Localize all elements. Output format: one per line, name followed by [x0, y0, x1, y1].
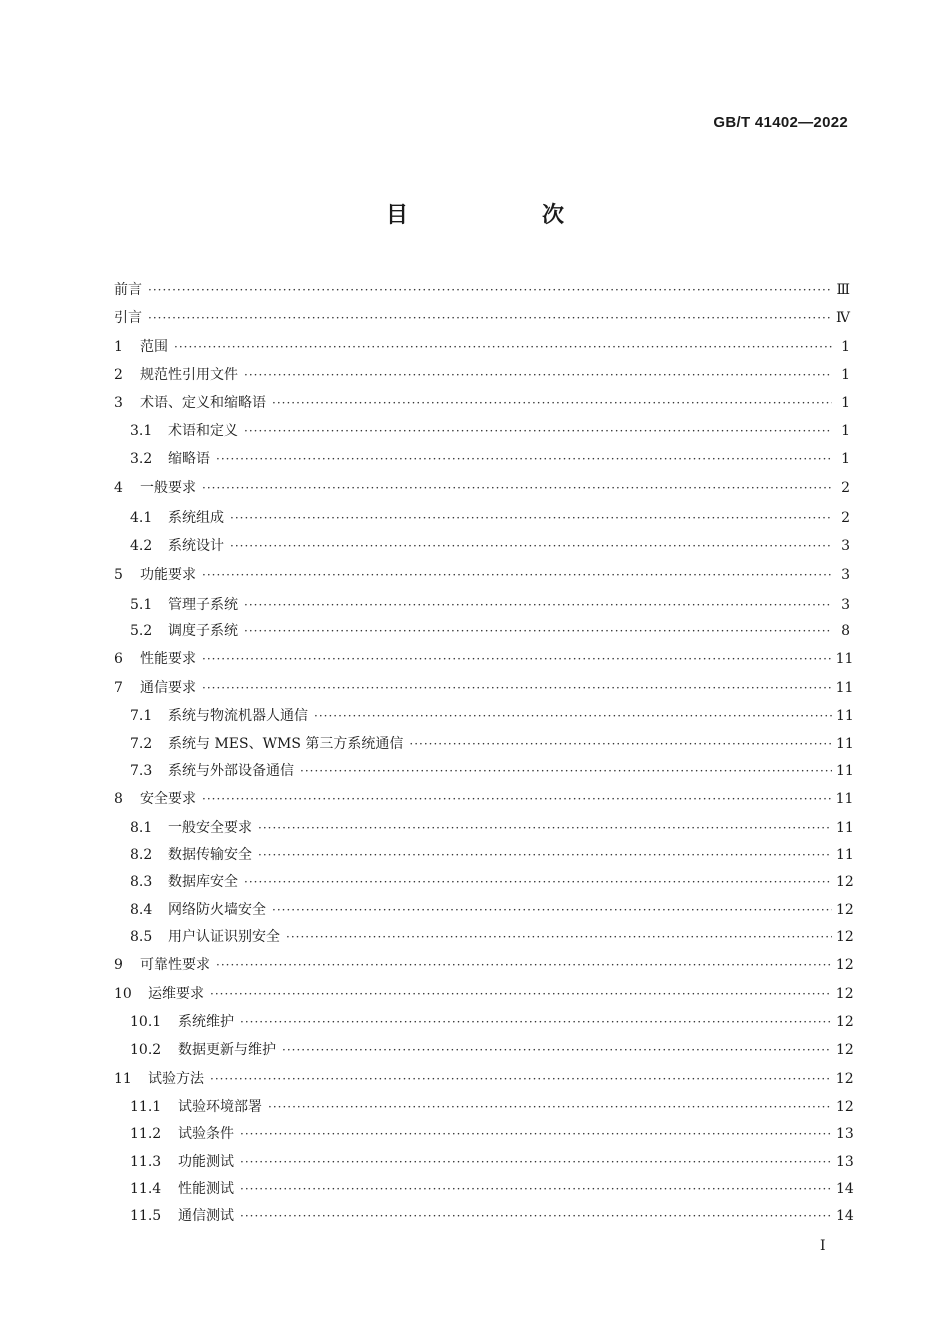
toc-entry-page: 3: [841, 538, 850, 554]
dot-leader: [240, 1125, 832, 1143]
toc-entry-number: 11.5: [130, 1208, 162, 1224]
toc-entry-number: 11.3: [130, 1154, 162, 1170]
dot-leader: [230, 509, 832, 527]
page-title: 目 次: [385, 203, 620, 228]
dot-leader: [202, 566, 832, 584]
toc-entry-number: 10.2: [130, 1042, 162, 1058]
toc-entry-label: 调度子系统: [168, 623, 238, 639]
dot-leader: [210, 985, 832, 1003]
dot-leader: [314, 707, 832, 725]
toc-entry-label: 系统与外部设备通信: [168, 763, 294, 779]
toc-entry-page: 1: [841, 395, 850, 411]
dot-leader: [244, 366, 832, 384]
toc-entry-page: 12: [836, 1099, 854, 1115]
toc-entry-number: 8.4: [130, 902, 153, 918]
dot-leader: [202, 650, 832, 668]
dot-leader: [409, 735, 832, 753]
dot-leader: [244, 622, 832, 640]
toc-entry-number: 7.3: [130, 763, 153, 779]
toc-entry-number: 8: [114, 791, 123, 807]
dot-leader: [210, 1070, 832, 1088]
toc-entry[interactable]: [114, 1041, 854, 1059]
dot-leader: [148, 281, 832, 299]
toc-entry-page: 2: [841, 510, 850, 526]
dot-leader: [202, 790, 832, 808]
toc-entry-page: Ⅲ: [836, 282, 850, 298]
toc-entry-number: 3.2: [130, 451, 153, 467]
dot-leader: [286, 928, 832, 946]
dot-leader: [240, 1013, 832, 1031]
toc-entry-page: 13: [836, 1126, 854, 1142]
toc-entry-page: 1: [841, 367, 850, 383]
toc-entry-label: 一般要求: [140, 480, 196, 496]
toc-entry[interactable]: [114, 1013, 854, 1031]
toc-entry-number: 4.1: [130, 510, 153, 526]
toc-entry[interactable]: [114, 985, 854, 1003]
toc-entry-page: 1: [841, 423, 850, 439]
toc-entry-label: 规范性引用文件: [140, 367, 238, 383]
toc-entry-label: 通信测试: [178, 1208, 234, 1224]
toc-entry[interactable]: [114, 450, 850, 468]
toc-entry-label: 系统维护: [178, 1014, 234, 1030]
toc-entry-label: 系统组成: [168, 510, 224, 526]
toc-entry-number: 4: [114, 480, 123, 496]
toc-entry-label: 范围: [140, 339, 168, 355]
dot-leader: [272, 901, 832, 919]
toc-entry-label: 系统与 MES、WMS 第三方系统通信: [168, 736, 404, 752]
toc-entry-number: 9: [114, 957, 123, 973]
dot-leader: [244, 422, 832, 440]
toc-entry[interactable]: [114, 394, 850, 412]
toc-entry-page: 11: [836, 820, 854, 836]
toc-entry-number: 5.1: [130, 597, 153, 613]
toc-entry-page: 12: [836, 1014, 854, 1030]
toc-entry-label: 术语、定义和缩略语: [140, 395, 266, 411]
toc-entry-number: 4.2: [130, 538, 153, 554]
dot-leader: [240, 1153, 832, 1171]
toc-entry-number: 3: [114, 395, 123, 411]
toc-entry-label: 运维要求: [148, 986, 204, 1002]
toc-entry-page: 12: [836, 902, 854, 918]
toc-entry[interactable]: [114, 1070, 854, 1088]
toc-entry-page: 14: [836, 1181, 854, 1197]
toc-entry-page: 3: [841, 597, 850, 613]
toc-entry[interactable]: [114, 366, 850, 384]
toc-entry[interactable]: [114, 1207, 854, 1225]
toc-entry-number: 7.2: [130, 736, 153, 752]
toc-entry-number: 8.5: [130, 929, 153, 945]
toc-entry[interactable]: [114, 566, 850, 584]
toc-entry-page: 11: [836, 736, 854, 752]
toc-entry-page: 11: [835, 791, 854, 807]
toc-entry-label: 一般安全要求: [168, 820, 252, 836]
dot-leader: [268, 1098, 832, 1116]
toc-entry-page: 3: [841, 567, 850, 583]
toc-entry-label: 网络防火墙安全: [168, 902, 266, 918]
toc-entry[interactable]: [114, 509, 850, 527]
toc-entry[interactable]: [114, 338, 850, 356]
toc-entry-label: 通信要求: [140, 680, 196, 696]
toc-entry-label: 管理子系统: [168, 597, 238, 613]
toc-entry-number: 7.1: [130, 708, 153, 724]
toc-entry-number: 1: [114, 339, 123, 355]
toc-entry-number: 10.1: [130, 1014, 162, 1030]
dot-leader: [272, 394, 832, 412]
toc-entry[interactable]: [114, 790, 854, 808]
toc-entry[interactable]: [114, 422, 850, 440]
toc-entry[interactable]: [114, 846, 854, 864]
dot-leader: [230, 537, 832, 555]
toc-entry-page: 12: [835, 1071, 854, 1087]
toc-entry[interactable]: [114, 479, 850, 497]
toc-entry-number: 2: [114, 367, 123, 383]
dot-leader: [244, 873, 832, 891]
toc-entry-page: 1: [841, 451, 850, 467]
toc-entry-number: 5: [114, 567, 123, 583]
toc-entry[interactable]: [114, 873, 854, 891]
dot-leader: [282, 1041, 832, 1059]
toc-entry-page: 11: [835, 680, 854, 696]
toc-entry[interactable]: [114, 281, 850, 299]
dot-leader: [202, 679, 832, 697]
toc-entry-number: 11.4: [130, 1181, 162, 1197]
toc-entry[interactable]: [114, 707, 854, 725]
dot-leader: [216, 450, 832, 468]
toc-entry-label: 安全要求: [140, 791, 196, 807]
dot-leader: [202, 479, 832, 497]
dot-leader: [258, 819, 832, 837]
toc-entry-label: 性能要求: [140, 651, 196, 667]
toc-entry-label: 数据库安全: [168, 874, 238, 890]
toc-entry-label: 试验条件: [178, 1126, 234, 1142]
toc-entry-label: 功能要求: [140, 567, 196, 583]
dot-leader: [240, 1180, 832, 1198]
toc-entry-label: 试验方法: [148, 1071, 204, 1087]
toc-entry-page: 12: [835, 986, 854, 1002]
toc-entry-number: 6: [114, 651, 123, 667]
toc-entry-page: 11: [835, 651, 854, 667]
toc-entry-page: 12: [836, 1042, 854, 1058]
toc-entry-label: 系统设计: [168, 538, 224, 554]
toc-entry[interactable]: [114, 537, 850, 555]
toc-entry-page: 14: [836, 1208, 854, 1224]
toc-entry-page: Ⅳ: [836, 310, 850, 326]
toc-entry-number: 11: [114, 1071, 132, 1087]
toc-entry-page: 13: [836, 1154, 854, 1170]
toc-entry-page: 12: [836, 929, 854, 945]
dot-leader: [300, 762, 832, 780]
toc-entry-page: 11: [836, 847, 854, 863]
toc-entry-label: 术语和定义: [168, 423, 238, 439]
toc-entry-number: 7: [114, 680, 123, 696]
page-folio: Ⅰ: [820, 1238, 826, 1254]
toc-entry-label: 功能测试: [178, 1154, 234, 1170]
dot-leader: [174, 338, 832, 356]
toc-entry-label: 系统与物流机器人通信: [168, 708, 308, 724]
toc-entry-number: 3.1: [130, 423, 153, 439]
toc-entry-label: 数据传输安全: [168, 847, 252, 863]
toc-entry[interactable]: [114, 596, 850, 614]
toc-entry-label: 缩略语: [168, 451, 210, 467]
toc-entry-page: 12: [836, 874, 854, 890]
toc-entry-number: 10: [114, 986, 132, 1002]
toc-entry-label: 前言: [114, 282, 142, 298]
dot-leader: [216, 956, 832, 974]
toc-entry-label: 可靠性要求: [140, 957, 210, 973]
toc-entry-label: 性能测试: [178, 1181, 234, 1197]
toc-entry[interactable]: [114, 735, 854, 753]
toc-entry[interactable]: [114, 622, 850, 640]
dot-leader: [244, 596, 832, 614]
toc-entry-number: 8.2: [130, 847, 153, 863]
toc-entry[interactable]: [114, 901, 854, 919]
toc-entry-number: 5.2: [130, 623, 153, 639]
toc-entry[interactable]: [114, 1098, 854, 1116]
toc-entry-number: 11.2: [130, 1126, 162, 1142]
toc-entry-page: 1: [841, 339, 850, 355]
toc-entry-label: 数据更新与维护: [178, 1042, 276, 1058]
toc-entry[interactable]: [114, 650, 854, 668]
toc-entry-page: 11: [836, 763, 854, 779]
standard-number: GB/T 41402—2022: [713, 114, 848, 131]
toc-entry-label: 引言: [114, 310, 142, 326]
toc-entry[interactable]: [114, 762, 854, 780]
toc-entry-page: 11: [836, 708, 854, 724]
toc-entry[interactable]: [114, 679, 854, 697]
toc-entry-number: 8.3: [130, 874, 153, 890]
toc-entry-page: 8: [841, 623, 850, 639]
toc-entry-page: 12: [835, 957, 854, 973]
toc-entry-number: 11.1: [130, 1099, 162, 1115]
toc-entry-label: 试验环境部署: [178, 1099, 262, 1115]
toc-entry[interactable]: [114, 819, 854, 837]
toc-entry[interactable]: [114, 928, 854, 946]
dot-leader: [148, 309, 832, 327]
toc-entry-page: 2: [841, 480, 850, 496]
toc-entry-label: 用户认证识别安全: [168, 929, 280, 945]
toc-entry[interactable]: [114, 309, 850, 327]
toc-entry[interactable]: [114, 1125, 854, 1143]
toc-entry[interactable]: [114, 1153, 854, 1171]
toc-entry[interactable]: [114, 1180, 854, 1198]
dot-leader: [240, 1207, 832, 1225]
dot-leader: [258, 846, 832, 864]
toc-entry-number: 8.1: [130, 820, 153, 836]
toc-entry[interactable]: [114, 956, 854, 974]
